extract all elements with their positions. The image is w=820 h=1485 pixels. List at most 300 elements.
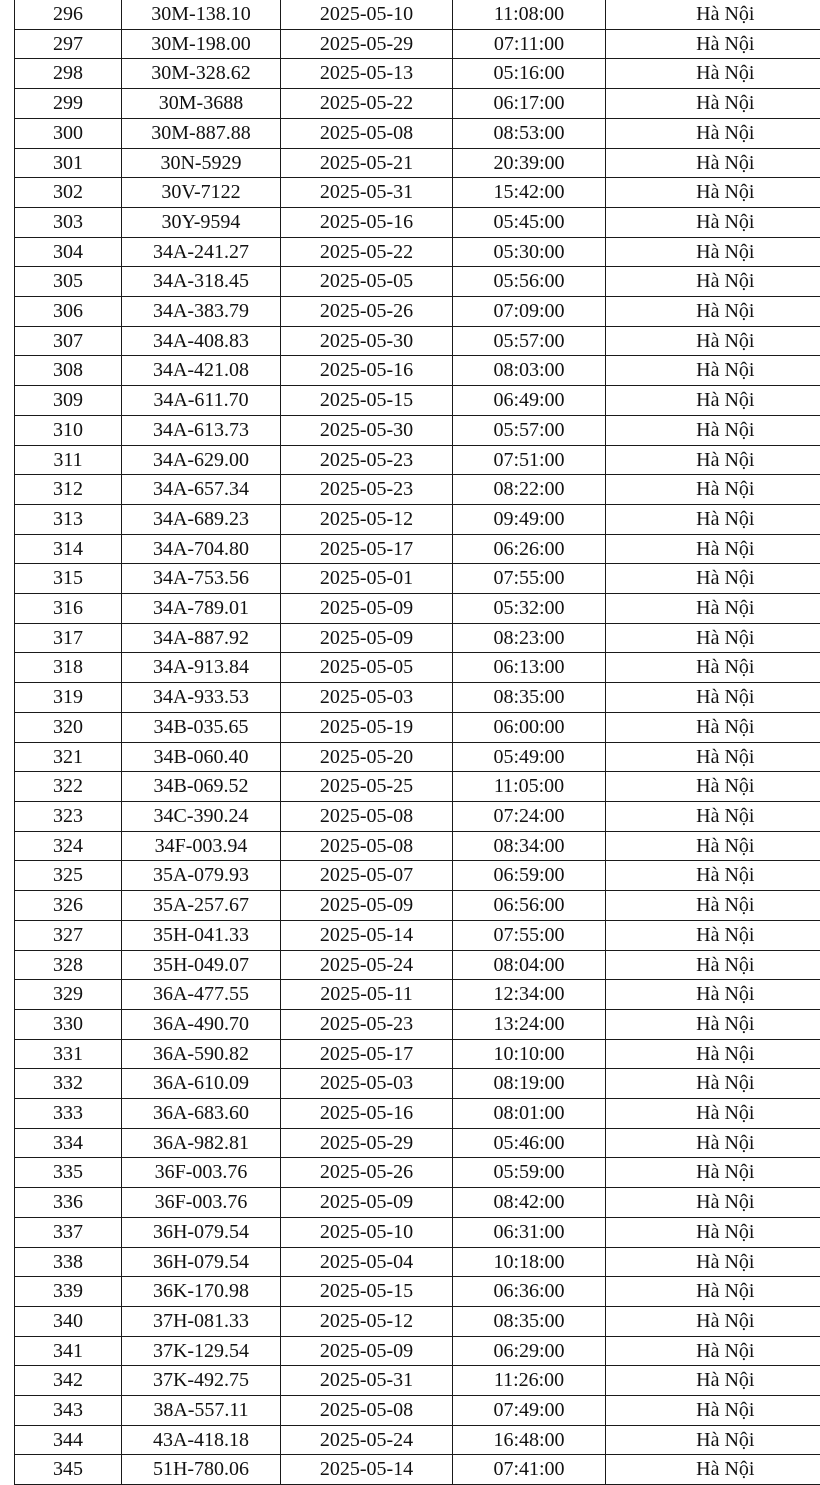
row-number-cell: 304 — [15, 237, 122, 267]
row-number-cell: 321 — [15, 742, 122, 772]
date-cell: 2025-05-30 — [281, 326, 453, 356]
time-cell: 20:39:00 — [453, 148, 606, 178]
plate-number-cell: 30M-198.00 — [122, 29, 281, 59]
date-cell: 2025-05-23 — [281, 475, 453, 505]
date-cell: 2025-05-09 — [281, 623, 453, 653]
plate-number-cell: 35H-041.33 — [122, 920, 281, 950]
table-row — [15, 1009, 820, 1039]
time-cell: 06:49:00 — [453, 386, 606, 416]
plate-number-cell: 36F-003.76 — [122, 1188, 281, 1218]
location-cell: Hà Nội — [606, 772, 820, 802]
table-row — [15, 1158, 820, 1188]
row-number-cell: 309 — [15, 386, 122, 416]
location-cell: Hà Nội — [606, 237, 820, 267]
date-cell: 2025-05-17 — [281, 1039, 453, 1069]
plate-number-cell: 36A-477.55 — [122, 980, 281, 1010]
table-row — [15, 861, 820, 891]
date-cell: 2025-05-24 — [281, 950, 453, 980]
plate-number-cell: 34A-383.79 — [122, 297, 281, 327]
row-number-cell: 298 — [15, 59, 122, 89]
date-cell: 2025-05-23 — [281, 1009, 453, 1039]
location-cell: Hà Nội — [606, 178, 820, 208]
time-cell: 08:22:00 — [453, 475, 606, 505]
date-cell: 2025-05-08 — [281, 1396, 453, 1426]
row-number-cell: 339 — [15, 1277, 122, 1307]
location-cell: Hà Nội — [606, 1336, 820, 1366]
plate-number-cell: 34A-629.00 — [122, 445, 281, 475]
date-cell: 2025-05-16 — [281, 207, 453, 237]
date-cell: 2025-05-29 — [281, 29, 453, 59]
date-cell: 2025-05-08 — [281, 118, 453, 148]
date-cell: 2025-05-13 — [281, 59, 453, 89]
plate-number-cell: 34A-753.56 — [122, 564, 281, 594]
table-row — [15, 534, 820, 564]
location-cell: Hà Nội — [606, 831, 820, 861]
plate-number-cell: 30M-887.88 — [122, 118, 281, 148]
plate-number-cell: 35A-257.67 — [122, 891, 281, 921]
date-cell: 2025-05-16 — [281, 356, 453, 386]
table-row — [15, 89, 820, 119]
time-cell: 07:11:00 — [453, 29, 606, 59]
date-cell: 2025-05-09 — [281, 1336, 453, 1366]
time-cell: 06:17:00 — [453, 89, 606, 119]
time-cell: 08:04:00 — [453, 950, 606, 980]
row-number-cell: 333 — [15, 1099, 122, 1129]
plate-number-cell: 34B-069.52 — [122, 772, 281, 802]
time-cell: 06:26:00 — [453, 534, 606, 564]
time-cell: 08:35:00 — [453, 683, 606, 713]
table-row — [15, 1128, 820, 1158]
time-cell: 08:19:00 — [453, 1069, 606, 1099]
date-cell: 2025-05-31 — [281, 1366, 453, 1396]
location-cell: Hà Nội — [606, 1396, 820, 1426]
time-cell: 06:29:00 — [453, 1336, 606, 1366]
table-row — [15, 118, 820, 148]
date-cell: 2025-05-04 — [281, 1247, 453, 1277]
plate-number-cell: 34C-390.24 — [122, 801, 281, 831]
row-number-cell: 340 — [15, 1306, 122, 1336]
time-cell: 10:18:00 — [453, 1247, 606, 1277]
plate-number-cell: 36K-170.98 — [122, 1277, 281, 1307]
location-cell: Hà Nội — [606, 801, 820, 831]
plate-number-cell: 34A-689.23 — [122, 504, 281, 534]
location-cell: Hà Nội — [606, 861, 820, 891]
row-number-cell: 334 — [15, 1128, 122, 1158]
date-cell: 2025-05-05 — [281, 267, 453, 297]
plate-number-cell: 34A-657.34 — [122, 475, 281, 505]
table-row — [15, 475, 820, 505]
plate-number-cell: 51H-780.06 — [122, 1455, 281, 1485]
table-row — [15, 1039, 820, 1069]
row-number-cell: 318 — [15, 653, 122, 683]
time-cell: 06:00:00 — [453, 712, 606, 742]
time-cell: 06:36:00 — [453, 1277, 606, 1307]
time-cell: 07:55:00 — [453, 564, 606, 594]
plate-number-cell: 34A-241.27 — [122, 237, 281, 267]
date-cell: 2025-05-19 — [281, 712, 453, 742]
table-row — [15, 1306, 820, 1336]
plate-number-cell: 36H-079.54 — [122, 1247, 281, 1277]
table-row — [15, 1247, 820, 1277]
plate-number-cell: 36A-490.70 — [122, 1009, 281, 1039]
row-number-cell: 327 — [15, 920, 122, 950]
row-number-cell: 306 — [15, 297, 122, 327]
plate-number-cell: 34A-421.08 — [122, 356, 281, 386]
time-cell: 07:49:00 — [453, 1396, 606, 1426]
table-row — [15, 1336, 820, 1366]
row-number-cell: 303 — [15, 207, 122, 237]
location-cell: Hà Nội — [606, 148, 820, 178]
plate-number-cell: 34A-704.80 — [122, 534, 281, 564]
row-number-cell: 324 — [15, 831, 122, 861]
table-row — [15, 207, 820, 237]
date-cell: 2025-05-12 — [281, 504, 453, 534]
time-cell: 07:09:00 — [453, 297, 606, 327]
date-cell: 2025-05-30 — [281, 415, 453, 445]
date-cell: 2025-05-05 — [281, 653, 453, 683]
table-row — [15, 504, 820, 534]
location-cell: Hà Nội — [606, 1247, 820, 1277]
table-row — [15, 415, 820, 445]
row-number-cell: 320 — [15, 712, 122, 742]
date-cell: 2025-05-11 — [281, 980, 453, 1010]
time-cell: 05:57:00 — [453, 415, 606, 445]
location-cell: Hà Nội — [606, 1128, 820, 1158]
location-cell: Hà Nội — [606, 356, 820, 386]
plate-number-cell: 36A-610.09 — [122, 1069, 281, 1099]
table-row — [15, 564, 820, 594]
time-cell: 05:46:00 — [453, 1128, 606, 1158]
date-cell: 2025-05-03 — [281, 683, 453, 713]
time-cell: 08:03:00 — [453, 356, 606, 386]
plate-number-cell: 35A-079.93 — [122, 861, 281, 891]
date-cell: 2025-05-10 — [281, 1217, 453, 1247]
time-cell: 11:26:00 — [453, 1366, 606, 1396]
time-cell: 08:34:00 — [453, 831, 606, 861]
row-number-cell: 299 — [15, 89, 122, 119]
row-number-cell: 317 — [15, 623, 122, 653]
time-cell: 07:55:00 — [453, 920, 606, 950]
table-row — [15, 1217, 820, 1247]
date-cell: 2025-05-24 — [281, 1425, 453, 1455]
time-cell: 12:34:00 — [453, 980, 606, 1010]
location-cell: Hà Nội — [606, 207, 820, 237]
row-number-cell: 335 — [15, 1158, 122, 1188]
plate-number-cell: 34F-003.94 — [122, 831, 281, 861]
location-cell: Hà Nội — [606, 504, 820, 534]
table-row — [15, 326, 820, 356]
table-row — [15, 920, 820, 950]
plate-number-cell: 34A-318.45 — [122, 267, 281, 297]
date-cell: 2025-05-29 — [281, 1128, 453, 1158]
plate-number-cell: 30M-138.10 — [122, 0, 281, 29]
location-cell: Hà Nội — [606, 59, 820, 89]
row-number-cell: 336 — [15, 1188, 122, 1218]
location-cell: Hà Nội — [606, 950, 820, 980]
location-cell: Hà Nội — [606, 445, 820, 475]
location-cell: Hà Nội — [606, 1455, 820, 1485]
plate-number-cell: 36A-683.60 — [122, 1099, 281, 1129]
table-row — [15, 653, 820, 683]
plate-number-cell: 36A-590.82 — [122, 1039, 281, 1069]
row-number-cell: 325 — [15, 861, 122, 891]
table-row — [15, 1396, 820, 1426]
plate-number-cell: 34B-035.65 — [122, 712, 281, 742]
table-row — [15, 0, 820, 29]
location-cell: Hà Nội — [606, 623, 820, 653]
date-cell: 2025-05-09 — [281, 594, 453, 624]
location-cell: Hà Nội — [606, 683, 820, 713]
plate-number-cell: 34A-611.70 — [122, 386, 281, 416]
table-row — [15, 623, 820, 653]
time-cell: 11:08:00 — [453, 0, 606, 29]
date-cell: 2025-05-09 — [281, 1188, 453, 1218]
table-row — [15, 1425, 820, 1455]
row-number-cell: 329 — [15, 980, 122, 1010]
table-row — [15, 148, 820, 178]
location-cell: Hà Nội — [606, 118, 820, 148]
table-row — [15, 1069, 820, 1099]
plate-number-cell: 37H-081.33 — [122, 1306, 281, 1336]
time-cell: 08:23:00 — [453, 623, 606, 653]
table-row — [15, 445, 820, 475]
location-cell: Hà Nội — [606, 920, 820, 950]
time-cell: 05:59:00 — [453, 1158, 606, 1188]
location-cell: Hà Nội — [606, 1039, 820, 1069]
row-number-cell: 344 — [15, 1425, 122, 1455]
time-cell: 08:35:00 — [453, 1306, 606, 1336]
location-cell: Hà Nội — [606, 475, 820, 505]
location-cell: Hà Nội — [606, 1425, 820, 1455]
row-number-cell: 296 — [15, 0, 122, 29]
location-cell: Hà Nội — [606, 297, 820, 327]
time-cell: 15:42:00 — [453, 178, 606, 208]
location-cell: Hà Nội — [606, 1009, 820, 1039]
date-cell: 2025-05-26 — [281, 297, 453, 327]
plate-number-cell: 34A-933.53 — [122, 683, 281, 713]
location-cell: Hà Nội — [606, 326, 820, 356]
plate-number-cell: 38A-557.11 — [122, 1396, 281, 1426]
location-cell: Hà Nội — [606, 1188, 820, 1218]
time-cell: 05:16:00 — [453, 59, 606, 89]
location-cell: Hà Nội — [606, 29, 820, 59]
date-cell: 2025-05-01 — [281, 564, 453, 594]
location-cell: Hà Nội — [606, 386, 820, 416]
date-cell: 2025-05-31 — [281, 178, 453, 208]
plate-number-cell: 34A-613.73 — [122, 415, 281, 445]
location-cell: Hà Nội — [606, 712, 820, 742]
date-cell: 2025-05-09 — [281, 891, 453, 921]
time-cell: 05:57:00 — [453, 326, 606, 356]
plate-number-cell: 34B-060.40 — [122, 742, 281, 772]
time-cell: 06:59:00 — [453, 861, 606, 891]
time-cell: 10:10:00 — [453, 1039, 606, 1069]
table-row — [15, 1188, 820, 1218]
location-cell: Hà Nội — [606, 1069, 820, 1099]
date-cell: 2025-05-26 — [281, 1158, 453, 1188]
time-cell: 07:51:00 — [453, 445, 606, 475]
location-cell: Hà Nội — [606, 415, 820, 445]
table-row — [15, 801, 820, 831]
table-row — [15, 772, 820, 802]
plate-number-cell: 30Y-9594 — [122, 207, 281, 237]
time-cell: 05:49:00 — [453, 742, 606, 772]
violation-list-document — [14, 0, 820, 1485]
location-cell: Hà Nội — [606, 742, 820, 772]
plate-number-cell: 34A-913.84 — [122, 653, 281, 683]
row-number-cell: 316 — [15, 594, 122, 624]
row-number-cell: 305 — [15, 267, 122, 297]
row-number-cell: 330 — [15, 1009, 122, 1039]
location-cell: Hà Nội — [606, 891, 820, 921]
row-number-cell: 313 — [15, 504, 122, 534]
date-cell: 2025-05-20 — [281, 742, 453, 772]
table-row — [15, 59, 820, 89]
time-cell: 08:42:00 — [453, 1188, 606, 1218]
plate-number-cell: 36F-003.76 — [122, 1158, 281, 1188]
location-cell: Hà Nội — [606, 267, 820, 297]
location-cell: Hà Nội — [606, 1217, 820, 1247]
location-cell: Hà Nội — [606, 1306, 820, 1336]
row-number-cell: 322 — [15, 772, 122, 802]
table-row — [15, 594, 820, 624]
location-cell: Hà Nội — [606, 564, 820, 594]
location-cell: Hà Nội — [606, 0, 820, 29]
table-row — [15, 683, 820, 713]
table-row — [15, 178, 820, 208]
location-cell: Hà Nội — [606, 980, 820, 1010]
plate-number-cell: 37K-492.75 — [122, 1366, 281, 1396]
row-number-cell: 345 — [15, 1455, 122, 1485]
time-cell: 05:45:00 — [453, 207, 606, 237]
date-cell: 2025-05-17 — [281, 534, 453, 564]
row-number-cell: 332 — [15, 1069, 122, 1099]
date-cell: 2025-05-21 — [281, 148, 453, 178]
date-cell: 2025-05-15 — [281, 1277, 453, 1307]
row-number-cell: 310 — [15, 415, 122, 445]
row-number-cell: 311 — [15, 445, 122, 475]
table-row — [15, 1455, 820, 1485]
plate-number-cell: 36A-982.81 — [122, 1128, 281, 1158]
time-cell: 07:24:00 — [453, 801, 606, 831]
row-number-cell: 302 — [15, 178, 122, 208]
row-number-cell: 300 — [15, 118, 122, 148]
row-number-cell: 328 — [15, 950, 122, 980]
table-row — [15, 267, 820, 297]
date-cell: 2025-05-10 — [281, 0, 453, 29]
date-cell: 2025-05-14 — [281, 920, 453, 950]
row-number-cell: 337 — [15, 1217, 122, 1247]
time-cell: 07:41:00 — [453, 1455, 606, 1485]
location-cell: Hà Nội — [606, 1277, 820, 1307]
row-number-cell: 319 — [15, 683, 122, 713]
table-row — [15, 831, 820, 861]
time-cell: 13:24:00 — [453, 1009, 606, 1039]
table-row — [15, 1366, 820, 1396]
plate-number-cell: 37K-129.54 — [122, 1336, 281, 1366]
time-cell: 16:48:00 — [453, 1425, 606, 1455]
date-cell: 2025-05-03 — [281, 1069, 453, 1099]
table-row — [15, 1277, 820, 1307]
date-cell: 2025-05-22 — [281, 237, 453, 267]
row-number-cell: 342 — [15, 1366, 122, 1396]
plate-number-cell: 30M-328.62 — [122, 59, 281, 89]
plate-number-cell: 34A-408.83 — [122, 326, 281, 356]
plate-number-cell: 30V-7122 — [122, 178, 281, 208]
row-number-cell: 315 — [15, 564, 122, 594]
row-number-cell: 338 — [15, 1247, 122, 1277]
plate-number-cell: 35H-049.07 — [122, 950, 281, 980]
row-number-cell: 297 — [15, 29, 122, 59]
time-cell: 06:31:00 — [453, 1217, 606, 1247]
table-row — [15, 386, 820, 416]
violation-table — [14, 0, 820, 1485]
table-row — [15, 980, 820, 1010]
table-row — [15, 742, 820, 772]
time-cell: 08:53:00 — [453, 118, 606, 148]
plate-number-cell: 36H-079.54 — [122, 1217, 281, 1247]
location-cell: Hà Nội — [606, 534, 820, 564]
date-cell: 2025-05-12 — [281, 1306, 453, 1336]
date-cell: 2025-05-14 — [281, 1455, 453, 1485]
time-cell: 06:56:00 — [453, 891, 606, 921]
plate-number-cell: 34A-789.01 — [122, 594, 281, 624]
location-cell: Hà Nội — [606, 594, 820, 624]
table-row — [15, 950, 820, 980]
row-number-cell: 326 — [15, 891, 122, 921]
date-cell: 2025-05-23 — [281, 445, 453, 475]
table-row — [15, 237, 820, 267]
row-number-cell: 331 — [15, 1039, 122, 1069]
plate-number-cell: 30M-3688 — [122, 89, 281, 119]
plate-number-cell: 30N-5929 — [122, 148, 281, 178]
location-cell: Hà Nội — [606, 653, 820, 683]
location-cell: Hà Nội — [606, 1366, 820, 1396]
date-cell: 2025-05-07 — [281, 861, 453, 891]
date-cell: 2025-05-22 — [281, 89, 453, 119]
plate-number-cell: 43A-418.18 — [122, 1425, 281, 1455]
row-number-cell: 341 — [15, 1336, 122, 1366]
date-cell: 2025-05-15 — [281, 386, 453, 416]
table-row — [15, 29, 820, 59]
time-cell: 05:30:00 — [453, 237, 606, 267]
table-body — [15, 0, 820, 1485]
time-cell: 11:05:00 — [453, 772, 606, 802]
location-cell: Hà Nội — [606, 1158, 820, 1188]
row-number-cell: 343 — [15, 1396, 122, 1426]
date-cell: 2025-05-25 — [281, 772, 453, 802]
date-cell: 2025-05-08 — [281, 831, 453, 861]
location-cell: Hà Nội — [606, 89, 820, 119]
row-number-cell: 301 — [15, 148, 122, 178]
row-number-cell: 307 — [15, 326, 122, 356]
table-row — [15, 1099, 820, 1129]
plate-number-cell: 34A-887.92 — [122, 623, 281, 653]
table-row — [15, 356, 820, 386]
row-number-cell: 308 — [15, 356, 122, 386]
date-cell: 2025-05-08 — [281, 801, 453, 831]
row-number-cell: 312 — [15, 475, 122, 505]
date-cell: 2025-05-16 — [281, 1099, 453, 1129]
time-cell: 08:01:00 — [453, 1099, 606, 1129]
time-cell: 09:49:00 — [453, 504, 606, 534]
row-number-cell: 323 — [15, 801, 122, 831]
time-cell: 05:32:00 — [453, 594, 606, 624]
time-cell: 05:56:00 — [453, 267, 606, 297]
table-row — [15, 712, 820, 742]
row-number-cell: 314 — [15, 534, 122, 564]
table-row — [15, 297, 820, 327]
